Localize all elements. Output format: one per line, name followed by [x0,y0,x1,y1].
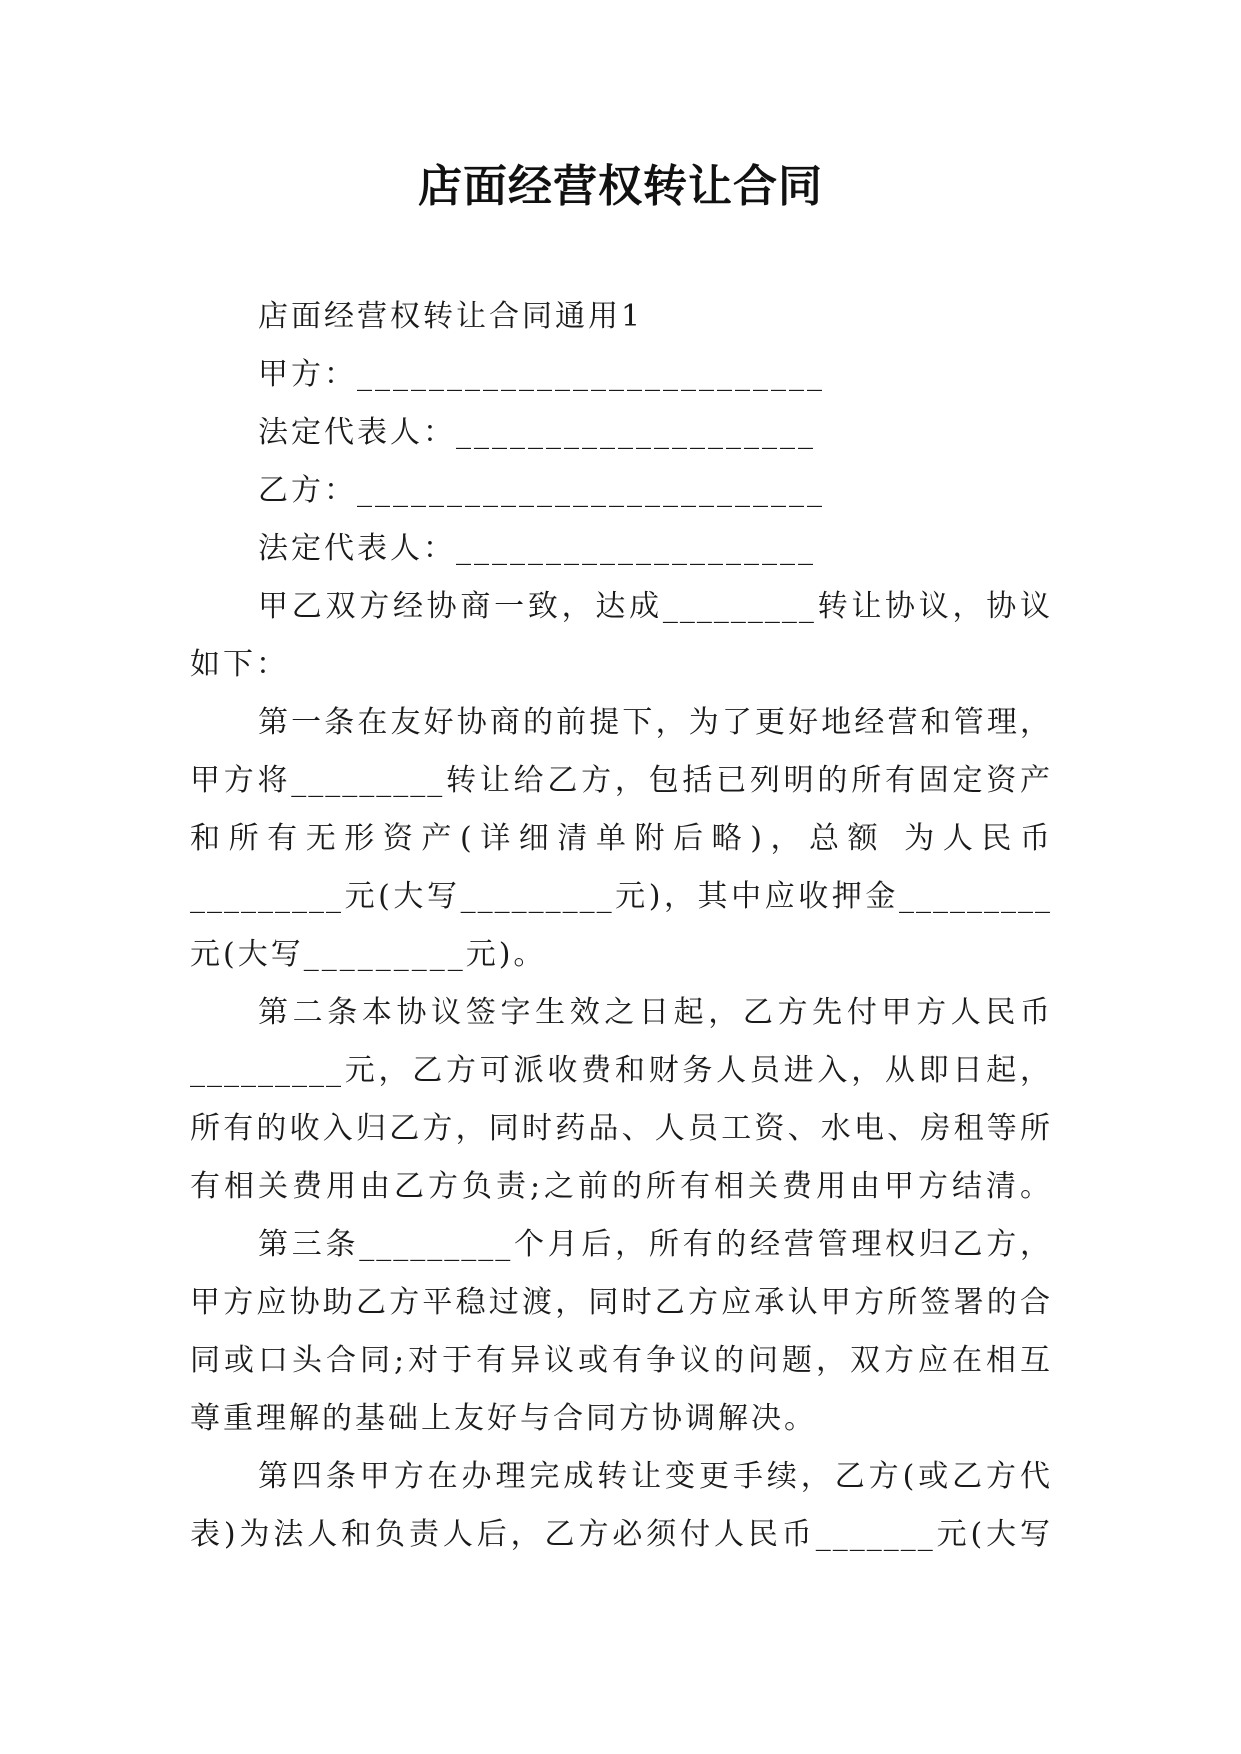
paragraph-line: 有相关费用由乙方负责;之前的所有相关费用由甲方结清。 [190,1169,1052,1204]
paragraph-line: 元(大写_________元)。 [190,937,547,972]
party-a-line: 甲方：__________________________ [258,357,825,392]
paragraph-line: 和所有无形资产(详细清单附后略)，总额 为人民币 [190,821,1052,856]
paragraph-line: _________元，乙方可派收费和财务人员进入，从即日起， [190,1053,1052,1088]
paragraph-line: 第一条在友好协商的前提下，为了更好地经营和管理， [258,705,1052,740]
party-a-representative-line: 法定代表人：____________________ [258,415,816,450]
document-title: 店面经营权转让合同 [418,161,823,212]
paragraph-line: 第三条_________个月后，所有的经营管理权归乙方， [258,1227,1052,1262]
party-b-representative-line: 法定代表人：____________________ [258,531,816,566]
paragraph-line: 如下： [190,647,289,682]
party-b-line: 乙方：__________________________ [258,473,825,508]
paragraph-line: 所有的收入归乙方，同时药品、人员工资、水电、房租等所 [190,1111,1052,1146]
paragraph-line: 甲方应协助乙方平稳过渡，同时乙方应承认甲方所签署的合 [190,1285,1052,1320]
paragraph-line: 甲乙双方经协商一致，达成_________转让协议，协议 [258,589,1052,624]
paragraph-line: 表)为法人和负责人后，乙方必须付人民币_______元(大写 [190,1517,1052,1552]
paragraph-line: 第四条甲方在办理完成转让变更手续，乙方(或乙方代 [258,1459,1052,1494]
subtitle-line: 店面经营权转让合同通用1 [258,299,644,334]
paragraph-line: 尊重理解的基础上友好与合同方协调解决。 [190,1401,817,1436]
paragraph-line: 第二条本协议签字生效之日起，乙方先付甲方人民币 [258,995,1052,1030]
paragraph-line: 甲方将_________转让给乙方，包括已列明的所有固定资产 [190,763,1052,798]
paragraph-line: _________元(大写_________元)，其中应收押金_________ [190,879,1052,914]
paragraph-line: 同或口头合同;对于有异议或有争议的问题，双方应在相互 [190,1343,1052,1378]
document-body [190,288,1052,1564]
